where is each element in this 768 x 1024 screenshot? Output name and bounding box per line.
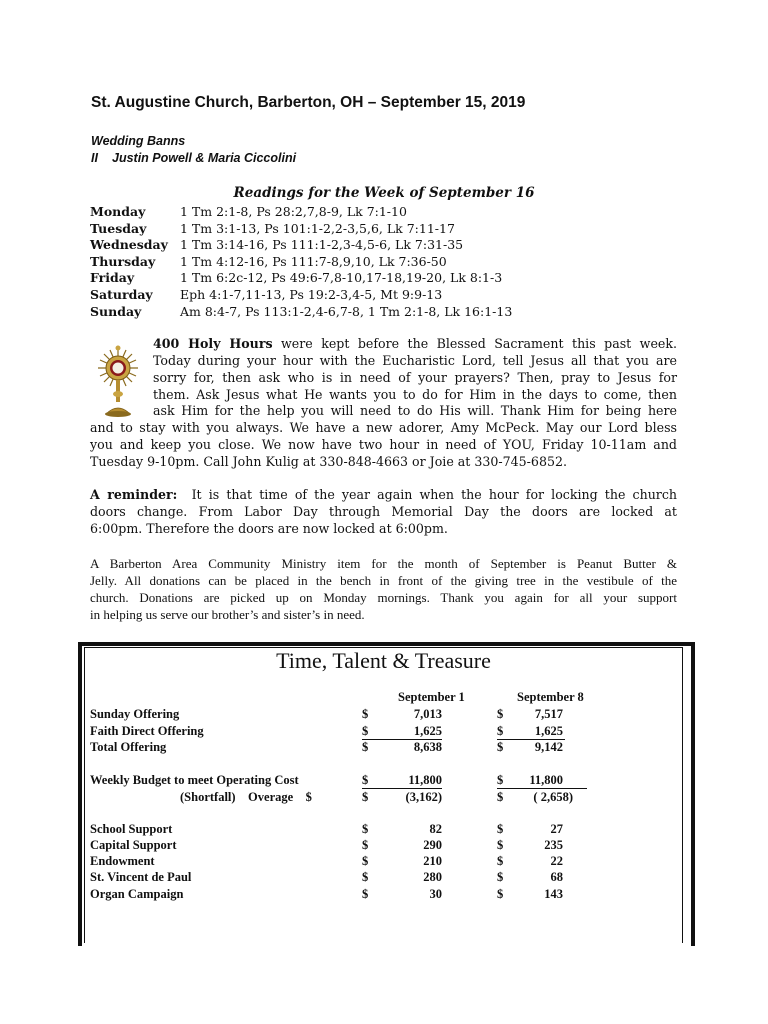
treasure-row-label: St. Vincent de Paul bbox=[90, 870, 192, 884]
treasure-row-label: Sunday Offering bbox=[90, 707, 180, 721]
dollar-sign: $ bbox=[362, 887, 369, 901]
treasure-row-label: Organ Campaign bbox=[90, 887, 184, 901]
treasure-row-label: Endowment bbox=[90, 854, 155, 868]
reading-day: Saturday bbox=[90, 287, 153, 302]
dollar-sign: $ bbox=[362, 838, 369, 852]
treasure-row-label: (Shortfall) Overage $ bbox=[180, 790, 312, 804]
holy-hours-line: 400 Holy Hours were kept before the Blessed Sacrament this past week. bbox=[153, 336, 677, 351]
dollar-sign: $ bbox=[362, 870, 369, 884]
dollar-sign: $ bbox=[362, 740, 369, 754]
dollar-sign: $ bbox=[497, 740, 504, 754]
dollar-sign: $ bbox=[362, 707, 369, 721]
readings-title: Readings for the Week of September 16 bbox=[233, 185, 535, 201]
dollar-sign: $ bbox=[497, 838, 504, 852]
dollar-sign: $ bbox=[497, 724, 504, 738]
reading-day: Monday bbox=[90, 204, 146, 219]
dollar-sign: $ bbox=[362, 724, 369, 738]
treasure-value-sept8: 27 bbox=[550, 822, 563, 836]
treasure-title: Time, Talent & Treasure bbox=[276, 648, 491, 673]
holy-hours-line: you and keep you close. We now have two hour in need of YOU, Friday 10-11am and bbox=[90, 437, 677, 452]
holy-hours-line: them. Ask Jesus what He wants you to do for Him in the days to come, then bbox=[153, 387, 677, 402]
treasure-value-sept8: 235 bbox=[544, 838, 563, 852]
reading-day: Thursday bbox=[90, 254, 156, 269]
banns-number: II bbox=[91, 151, 98, 165]
treasure-value-sept1: 290 bbox=[423, 838, 442, 852]
treasure-value-sept1: (3,162) bbox=[405, 790, 442, 804]
treasure-value-sept8: 143 bbox=[544, 887, 563, 901]
ministry-line: in helping us serve our brother’s and sister’s in need. bbox=[90, 607, 365, 622]
treasure-value-sept1: 11,800 bbox=[408, 773, 442, 787]
reading-text: 1 Tm 3:14-16, Ps 111:1-2,3-4,5-6, Lk 7:31-35 bbox=[180, 237, 464, 252]
dollar-sign: $ bbox=[362, 790, 369, 804]
banns-couple: Justin Powell & Maria Ciccolini bbox=[112, 151, 297, 165]
dollar-sign: $ bbox=[497, 854, 504, 868]
dollar-sign: $ bbox=[362, 773, 369, 787]
treasure-row-label: Faith Direct Offering bbox=[90, 724, 204, 738]
treasure-value-sept8: 1,625 bbox=[534, 724, 563, 738]
treasure-value-sept1: 210 bbox=[423, 854, 442, 868]
treasure-value-sept1: 8,638 bbox=[413, 740, 442, 754]
reading-row bbox=[90, 270, 502, 285]
reading-text: Am 8:4-7, Ps 113:1-2,4-6,7-8, 1 Tm 2:1-8, Lk 16:1-13 bbox=[180, 304, 513, 319]
treasure-value-sept8: 11,800 bbox=[529, 773, 563, 787]
monstrance-icon bbox=[96, 344, 140, 418]
holy-hours-line: and to stay with you always. We have a new adorer, Amy McPeck. May our Lord bless bbox=[90, 420, 677, 435]
treasure-value-sept8: 22 bbox=[550, 854, 563, 868]
treasure-value-sept1: 7,013 bbox=[413, 707, 442, 721]
dollar-sign: $ bbox=[497, 707, 504, 721]
dollar-sign: $ bbox=[497, 870, 504, 884]
reading-row bbox=[90, 221, 455, 236]
reading-text: 1 Tm 2:1-8, Ps 28:2,7,8-9, Lk 7:1-10 bbox=[180, 204, 407, 219]
banns-entry bbox=[91, 151, 296, 165]
holy-hours-line: Today during your hour with the Eucharistic Lord, tell Jesus all that you are bbox=[153, 353, 677, 368]
ministry-line: church. Donations are picked up on Monday mornings. Thank you again for all your support bbox=[90, 590, 677, 605]
reading-row bbox=[90, 287, 442, 302]
reading-text: Eph 4:1-7,11-13, Ps 19:2-3,4-5, Mt 9:9-13 bbox=[180, 287, 443, 302]
treasure-value-sept1: 280 bbox=[423, 870, 442, 884]
reading-row bbox=[90, 254, 447, 269]
dollar-sign: $ bbox=[497, 822, 504, 836]
treasure-value-sept8: 68 bbox=[550, 870, 563, 884]
treasure-value-sept8: ( 2,658) bbox=[533, 790, 573, 804]
reminder-line: doors change. From Labor Day through Memorial Day the doors are locked at bbox=[90, 504, 677, 519]
ministry-line: Jelly. All donations can be placed in the bench in front of the giving tree in the vestibule of the bbox=[90, 573, 677, 588]
dollar-sign: $ bbox=[362, 854, 369, 868]
reading-row bbox=[90, 204, 407, 219]
ministry-line: A Barberton Area Community Ministry item for the month of September is Peanut Butter & bbox=[90, 556, 677, 571]
reading-text: 1 Tm 3:1-13, Ps 101:1-2,2-3,5,6, Lk 7:11-17 bbox=[180, 221, 455, 236]
treasure-value-sept8: 9,142 bbox=[534, 740, 563, 754]
treasure-row-label: Weekly Budget to meet Operating Cost bbox=[90, 773, 299, 787]
holy-hours-line: ask Him for the help you will need to do His will. Thank Him for being here bbox=[153, 403, 677, 418]
page-title: St. Augustine Church, Barberton, OH – September 15, 2019 bbox=[91, 94, 526, 111]
holy-hours-line: Tuesday 9-10pm. Call John Kulig at 330-848-4663 or Joie at 330-745-6852. bbox=[90, 454, 567, 469]
reading-day: Tuesday bbox=[90, 221, 147, 236]
treasure-value-sept8: 7,517 bbox=[534, 707, 563, 721]
dollar-sign: $ bbox=[362, 822, 369, 836]
reading-day: Wednesday bbox=[90, 237, 168, 252]
reminder-lead: A reminder: bbox=[90, 487, 178, 502]
treasure-value-sept1: 82 bbox=[429, 822, 442, 836]
holy-hours-lead: 400 Holy Hours bbox=[153, 336, 273, 351]
reading-text: 1 Tm 6:2c-12, Ps 49:6-7,8-10,17-18,19-20, Lk 8:1-3 bbox=[180, 270, 503, 285]
reading-row bbox=[90, 304, 512, 319]
treasure-value-sept1: 30 bbox=[429, 887, 442, 901]
column-header-sept1: September 1 bbox=[398, 690, 465, 704]
dollar-sign: $ bbox=[497, 773, 504, 787]
reading-day: Friday bbox=[90, 270, 135, 285]
treasure-value-sept1: 1,625 bbox=[413, 724, 442, 738]
column-header-sept8: September 8 bbox=[517, 690, 584, 704]
treasure-row-label: School Support bbox=[90, 822, 173, 836]
reminder-line: A reminder: It is that time of the year again when the hour for locking the church bbox=[90, 487, 677, 502]
reminder-line: 6:00pm. Therefore the doors are now locked at 6:00pm. bbox=[90, 521, 448, 536]
dollar-sign: $ bbox=[497, 887, 504, 901]
banns-title: Wedding Banns bbox=[91, 134, 186, 148]
treasure-row-label: Capital Support bbox=[90, 838, 177, 852]
holy-hours-line: sorry for, then ask who is in need of your prayers? Then, pray to Jesus for bbox=[153, 370, 677, 385]
reading-row bbox=[90, 237, 463, 252]
dollar-sign: $ bbox=[497, 790, 504, 804]
reading-text: 1 Tm 4:12-16, Ps 111:7-8,9,10, Lk 7:36-50 bbox=[180, 254, 447, 269]
treasure-row-label: Total Offering bbox=[90, 740, 167, 754]
reading-day: Sunday bbox=[90, 304, 142, 319]
